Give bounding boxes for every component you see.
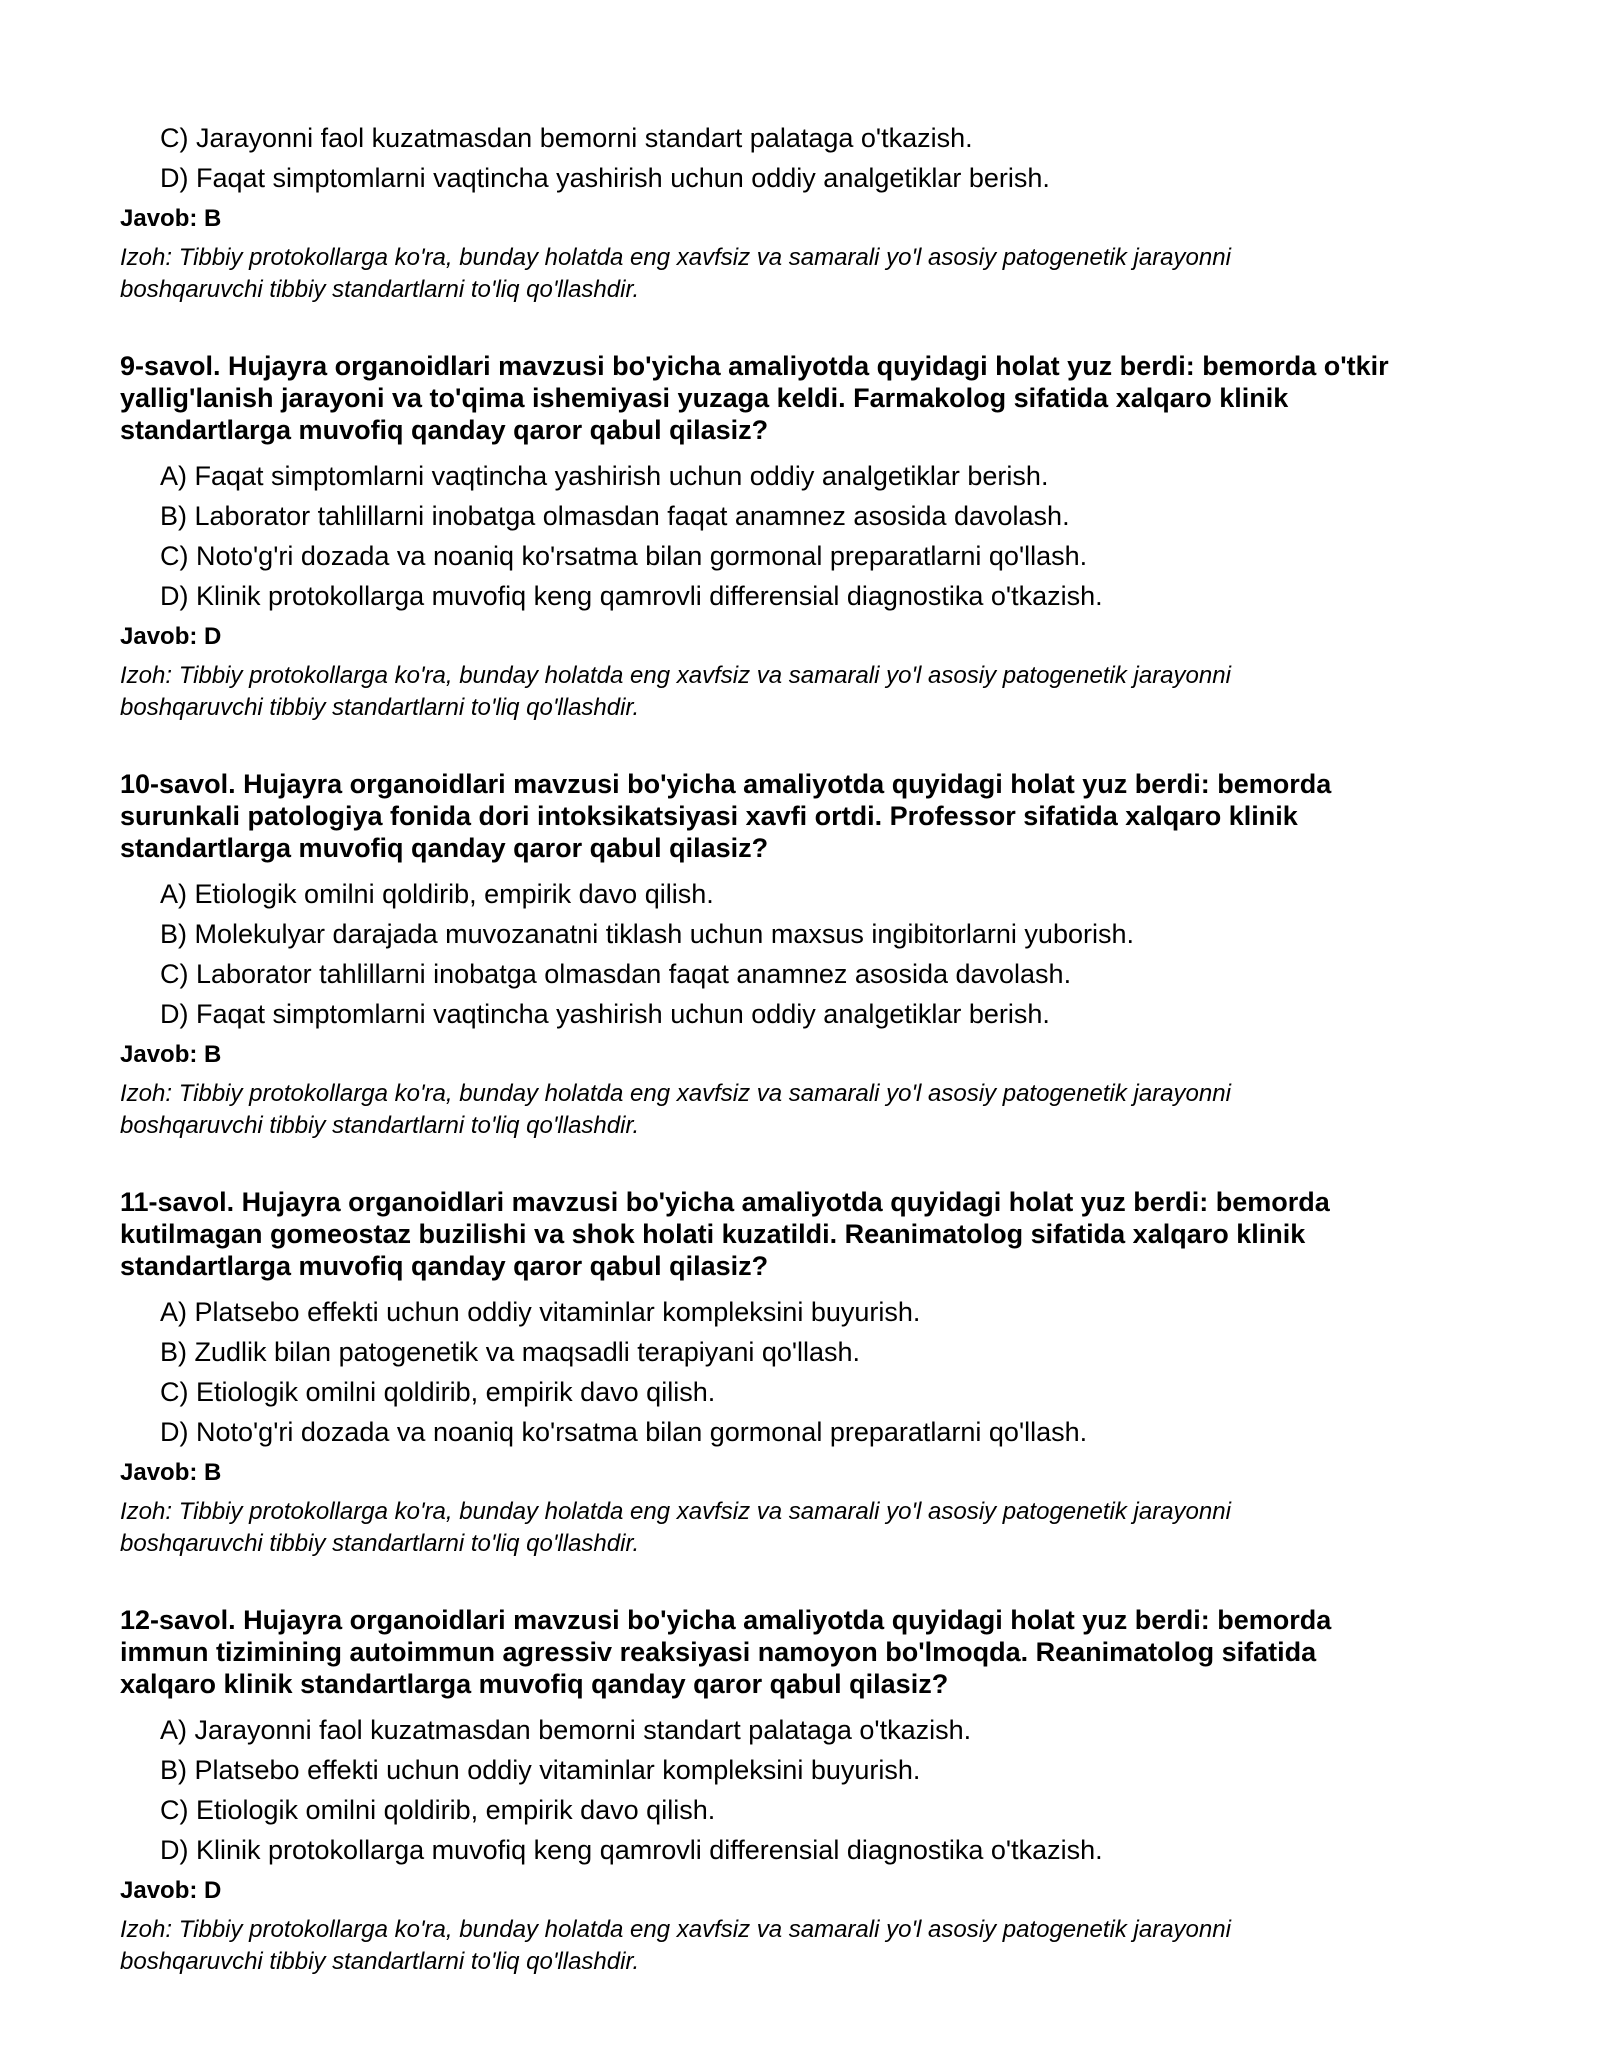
question-line: 12-savol. Hujayra organoidlari mavzusi bo'yicha amaliyotda quyidagi holat yuz berdi: bemorda [120, 1605, 1332, 1635]
question-11 [120, 1186, 1500, 1560]
previous-question-tail [120, 122, 1500, 306]
answer-label: Javob: B [120, 205, 222, 232]
option-d: D) Noto'g'ri dozada va noaniq ko'rsatma bilan gormonal preparatlarni qo'llash. [160, 1417, 1088, 1447]
explanation-line: Izoh: Tibbiy protokollarga ko'ra, bunday holatda eng xavfsiz va samarali yo'l asosiy patogenetik jarayonni [120, 1916, 1231, 1943]
question-line: 10-savol. Hujayra organoidlari mavzusi bo'yicha amaliyotda quyidagi holat yuz berdi: bemorda [120, 769, 1332, 799]
explanation-line: Izoh: Tibbiy protokollarga ko'ra, bunday holatda eng xavfsiz va samarali yo'l asosiy patogenetik jarayonni [120, 662, 1231, 689]
option-d: D) Faqat simptomlarni vaqtincha yashirish uchun oddiy analgetiklar berish. [160, 163, 1050, 193]
option-a: A) Faqat simptomlarni vaqtincha yashirish uchun oddiy analgetiklar berish. [160, 461, 1049, 491]
explanation-line: Izoh: Tibbiy protokollarga ko'ra, bunday holatda eng xavfsiz va samarali yo'l asosiy patogenetik jarayonni [120, 244, 1231, 271]
question-9 [120, 350, 1500, 724]
question-line: 11-savol. Hujayra organoidlari mavzusi bo'yicha amaliyotda quyidagi holat yuz berdi: bemorda [120, 1187, 1330, 1217]
option-a: A) Jarayonni faol kuzatmasdan bemorni standart palataga o'tkazish. [160, 1715, 972, 1745]
option-c: C) Jarayonni faol kuzatmasdan bemorni standart palataga o'tkazish. [160, 123, 973, 153]
explanation-line: Izoh: Tibbiy protokollarga ko'ra, bunday holatda eng xavfsiz va samarali yo'l asosiy patogenetik jarayonni [120, 1498, 1231, 1525]
question-line: xalqaro klinik standartlarga muvofiq qanday qaror qabul qilasiz? [120, 1669, 949, 1699]
explanation-line: boshqaruvchi tibbiy standartlarni to'liq qo'llashdir. [120, 1530, 640, 1557]
question-line: immun tizimining autoimmun agressiv reaksiyasi namoyon bo'lmoqda. Reanimatolog sifatida [120, 1637, 1317, 1667]
question-10 [120, 768, 1500, 1142]
option-d: D) Klinik protokollarga muvofiq keng qamrovli differensial diagnostika o'tkazish. [160, 1835, 1103, 1865]
explanation-line: boshqaruvchi tibbiy standartlarni to'liq qo'llashdir. [120, 694, 640, 721]
option-d: D) Faqat simptomlarni vaqtincha yashirish uchun oddiy analgetiklar berish. [160, 999, 1050, 1029]
option-c: C) Etiologik omilni qoldirib, empirik davo qilish. [160, 1377, 716, 1407]
question-text [120, 768, 1500, 864]
answer-label: Javob: D [120, 623, 222, 650]
option-b: B) Laborator tahlillarni inobatga olmasdan faqat anamnez asosida davolash. [160, 501, 1070, 531]
explanation-line: boshqaruvchi tibbiy standartlarni to'liq qo'llashdir. [120, 1112, 640, 1139]
question-line: surunkali patologiya fonida dori intoksikatsiyasi xavfi ortdi. Professor sifatida xalqaro klinik [120, 801, 1298, 831]
answer-label: Javob: B [120, 1459, 222, 1486]
explanation-line: boshqaruvchi tibbiy standartlarni to'liq qo'llashdir. [120, 1948, 640, 1975]
option-c: C) Noto'g'ri dozada va noaniq ko'rsatma bilan gormonal preparatlarni qo'llash. [160, 541, 1088, 571]
option-d: D) Klinik protokollarga muvofiq keng qamrovli differensial diagnostika o'tkazish. [160, 581, 1103, 611]
option-b: B) Molekulyar darajada muvozanatni tiklash uchun maxsus ingibitorlarni yuborish. [160, 919, 1134, 949]
question-line: standartlarga muvofiq qanday qaror qabul qilasiz? [120, 1251, 769, 1281]
explanation-line: boshqaruvchi tibbiy standartlarni to'liq qo'llashdir. [120, 276, 640, 303]
question-12 [120, 1604, 1500, 1978]
explanation-line: Izoh: Tibbiy protokollarga ko'ra, bunday holatda eng xavfsiz va samarali yo'l asosiy patogenetik jarayonni [120, 1080, 1231, 1107]
option-b: B) Zudlik bilan patogenetik va maqsadli terapiyani qo'llash. [160, 1337, 861, 1367]
document-page [120, 122, 1500, 1978]
question-line: 9-savol. Hujayra organoidlari mavzusi bo'yicha amaliyotda quyidagi holat yuz berdi: bemorda o'tkir [120, 351, 1389, 381]
option-a: A) Etiologik omilni qoldirib, empirik davo qilish. [160, 879, 714, 909]
option-c: C) Laborator tahlillarni inobatga olmasdan faqat anamnez asosida davolash. [160, 959, 1072, 989]
question-line: yallig'lanish jarayoni va to'qima ishemiyasi yuzaga keldi. Farmakolog sifatida xalqaro klinik [120, 383, 1289, 413]
answer-label: Javob: D [120, 1877, 222, 1904]
question-text [120, 350, 1500, 446]
answer-label: Javob: B [120, 1041, 222, 1068]
question-line: kutilmagan gomeostaz buzilishi va shok holati kuzatildi. Reanimatolog sifatida xalqaro klinik [120, 1219, 1306, 1249]
question-text [120, 1186, 1500, 1282]
question-line: standartlarga muvofiq qanday qaror qabul qilasiz? [120, 415, 769, 445]
option-a: A) Platsebo effekti uchun oddiy vitaminlar kompleksini buyurish. [160, 1297, 921, 1327]
option-c: C) Etiologik omilni qoldirib, empirik davo qilish. [160, 1795, 716, 1825]
option-b: B) Platsebo effekti uchun oddiy vitaminlar kompleksini buyurish. [160, 1755, 921, 1785]
question-line: standartlarga muvofiq qanday qaror qabul qilasiz? [120, 833, 769, 863]
question-text [120, 1604, 1500, 1700]
